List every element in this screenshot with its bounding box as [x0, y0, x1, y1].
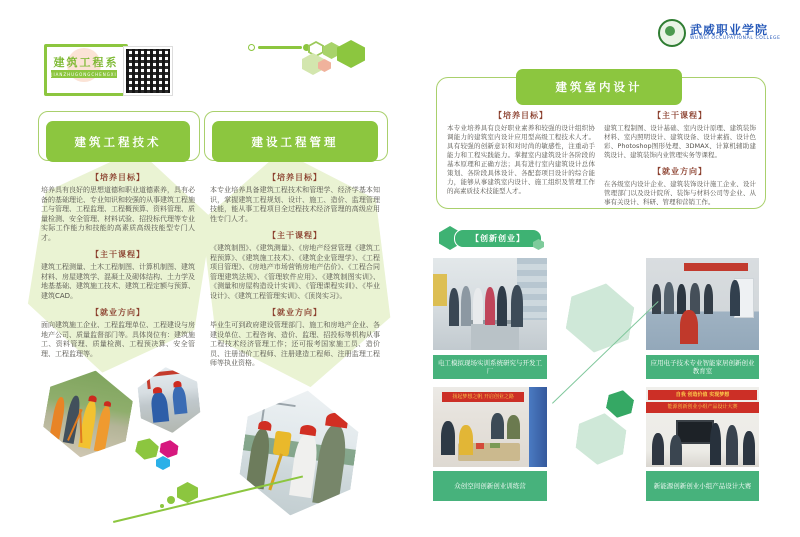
student-figure — [677, 284, 686, 314]
program-body-left — [447, 104, 595, 196]
photo-caption: 众创空间创新创业训练营 — [433, 471, 547, 501]
innovation-section-label: 【创新创业】 — [454, 229, 542, 248]
connector-dot-icon — [167, 496, 175, 504]
crane-icon — [256, 399, 296, 407]
yellow-rack — [433, 274, 447, 306]
red-banner-text: 能源创新创业小组产品设计大赛 — [646, 402, 759, 413]
photo-caption: 新能源创新创业小组产品设计大赛 — [646, 471, 759, 501]
participant-figure — [743, 431, 755, 465]
objective-text: 本专业培养具备建筑工程技术和管理学、经济学基本知识，掌握建筑工程规划、设计、施工、造价、监理管理技能，能从事工程项目全过程技术经济管理的高级应用性专门人才。 — [210, 186, 380, 223]
courses-text: 《建筑制图》、《建筑测量》、《房地产经营管理《建筑工程预算》、《建筑施工技术》、《建筑企业管理学》、《工程项目管理》、《房地产市场营销房地产估价》、《工程合同管理建筑法规》、《管理软件应用》、《建筑制图实训》、《测量和房屋构造设计实训》、《管理课程实训》、《毕业设计》、《建筑工程管理实训》、《顶岗实习》。 — [210, 244, 380, 300]
connector-circle-icon — [248, 44, 255, 51]
career-text: 在各级室内设计企业、建筑装饰设计施工企业、设计管理部门以及设计院所、装饰与材料公司等企业、从事有关设计、科研、管理和营销工作。 — [604, 180, 756, 206]
red-helmet-icon — [88, 395, 97, 402]
table-clutter — [490, 443, 500, 448]
yellow-vest-figure — [459, 425, 473, 455]
red-helmet-icon — [104, 401, 112, 407]
courses-text: 建筑工程测量、土木工程制图、计算机制图、建筑材料、房屋建筑学、混凝土及砌体结构、土力学及地基基础、建筑施工技术、建筑工程定额与预算、建筑CAD。 — [41, 263, 195, 300]
participant-figure — [726, 425, 738, 465]
red-jacket-figure — [680, 310, 698, 344]
visitor-figure — [511, 285, 523, 327]
tripod-icon — [268, 453, 283, 490]
department-logo-pinyin: JIANZHUGONGCHENGXI — [51, 71, 117, 77]
table-clutter — [476, 443, 484, 449]
program-body-right — [604, 104, 756, 207]
red-helmet-icon — [258, 420, 272, 431]
visitor-figure — [461, 286, 471, 326]
college-name: 武威职业学院 — [690, 23, 769, 37]
college-emblem-icon — [658, 19, 686, 47]
section-heading: 【就业方向】 — [653, 167, 707, 176]
program-body — [41, 166, 195, 359]
photo-design-competition — [646, 387, 759, 467]
student-figure — [312, 423, 349, 506]
hexagon-decoration — [562, 278, 637, 358]
college-name-en: WUWEI OCCUPATIONAL COLLEGE — [690, 36, 781, 41]
teacher-figure — [730, 280, 740, 316]
student-figure — [441, 421, 455, 455]
red-helmet-icon — [300, 424, 317, 436]
program-title: 建设工程管理 — [212, 121, 378, 162]
visitor-figure — [497, 286, 507, 326]
participant-figure — [710, 423, 721, 465]
red-helmet-icon — [173, 381, 182, 388]
courses-text: 建筑工程制图、设计基础、室内设计原理、建筑装饰材料、室内照明设计、建筑设备、设计素描、设计色彩、Photoshop图形处理、3DMAX、计算机辅助建筑设计、建筑装饰内业管理实务等课程。 — [604, 124, 756, 159]
section-heading: 【主干课程】 — [91, 250, 145, 259]
participant-figure — [652, 433, 664, 465]
worker-figure — [150, 391, 169, 423]
red-gantry-icon — [146, 373, 151, 389]
red-banner-text: 自我 创造价值 实现梦想 — [648, 390, 756, 400]
hexagon-outline-inner — [310, 43, 322, 55]
program-title: 建筑工程技术 — [46, 121, 190, 162]
red-helmet-icon — [153, 387, 163, 394]
red-banner — [684, 263, 747, 271]
visitor-figure — [485, 287, 495, 325]
red-banner-text: 扬起梦想之帆 开启创业之路 — [442, 392, 524, 402]
hexagon-photo-construction-workers — [136, 364, 203, 436]
section-heading: 【培养目标】 — [91, 173, 145, 182]
connector-line — [258, 46, 302, 49]
student-figure — [507, 415, 520, 439]
student-figure — [652, 284, 661, 314]
department-logo — [44, 44, 128, 96]
section-heading: 【就业方向】 — [91, 308, 145, 317]
student-figure — [491, 413, 504, 439]
section-heading: 【主干课程】 — [653, 111, 707, 120]
tv-screen — [676, 420, 714, 444]
photo-caption: 电工模拟现场实训系统研究与开发工厂 — [433, 355, 547, 379]
visitor-figure — [473, 288, 483, 324]
theodolite-icon — [273, 431, 292, 457]
hexagon-decoration — [156, 456, 170, 470]
section-heading: 【培养目标】 — [494, 111, 548, 120]
blue-curtain — [529, 387, 547, 467]
objective-text: 本专业培养具有良好职业素养和较强的设计组织协调能力的建筑室内设计应用型高级工程技术人才。具有较强的创新意识和对时尚的敏感性，注重动手能力和工程实践能力。掌握室内建筑设计各阶段的基本原理和正确方法；具有进行室内建筑设计总体策划、各阶段具体设计、各配套项目设计的综合能力，能够从事建筑室内设计、施工组织及管理工作的高素质技术技能型人才。 — [447, 124, 595, 195]
hexagon-decoration — [159, 439, 179, 459]
red-gantry-icon — [140, 368, 192, 377]
worker-figure — [172, 385, 188, 414]
hexagon-decoration — [604, 388, 635, 421]
objective-text: 培养具有良好的思想道德和职业道德素养，具有必备的基础理论、专业知识和较强的从事建筑工程施工与管理、工程监理、工程概预算、资料管理、质量检测、安全管理、材料试验、招投标代理等专业实际工作能力和技能的高素质高级技能型专门人才。 — [41, 186, 195, 242]
section-heading: 【主干课程】 — [268, 231, 322, 240]
photo-maker-space — [433, 387, 547, 467]
student-figure — [94, 405, 113, 452]
photo-caption: 应用电子技术专业智能家居创新创业教育室 — [646, 355, 759, 379]
hexagon-decoration — [177, 482, 198, 503]
program-title: 建筑室内设计 — [516, 69, 682, 105]
hexagon-decoration — [574, 410, 629, 468]
photo-smart-home-classroom — [646, 258, 759, 350]
qr-code-icon — [124, 47, 172, 95]
section-heading: 【就业方向】 — [268, 308, 322, 317]
college-emblem-core — [665, 26, 675, 36]
hexagon-decoration — [134, 436, 161, 463]
red-helmet-icon — [325, 411, 349, 428]
hexagon-photo-surveying-students — [39, 363, 137, 464]
department-logo-title: 建筑工程系 — [53, 56, 119, 69]
program-body — [210, 166, 380, 369]
section-heading: 【培养目标】 — [268, 173, 322, 182]
connector-dot-icon — [160, 504, 164, 508]
career-text: 毕业生可到政府建设管理部门、施工和房地产企业、各建设单位、工程咨询、造价、监理、招投标等机构从事工程技术经济管理工作；还可报考国家施工员、造价员、注册造价工程师、注册建造工程师、注册监理工程师等执业资格。 — [210, 321, 380, 367]
hexagon-photo-theodolite-training — [235, 383, 363, 523]
photo-lab-tour — [433, 258, 547, 350]
student-figure — [704, 284, 713, 314]
student-figure — [664, 282, 674, 314]
visitor-figure — [449, 288, 459, 326]
participant-figure — [670, 435, 682, 465]
career-text: 面向建筑施工企业、工程监理单位、工程建设与房地产公司、质量监督部门等。具体岗位有：建筑施工、资料管理、质量检测、工程预决算、安全管理、工程监理等。 — [41, 321, 195, 358]
hexagon-decoration — [337, 40, 365, 68]
